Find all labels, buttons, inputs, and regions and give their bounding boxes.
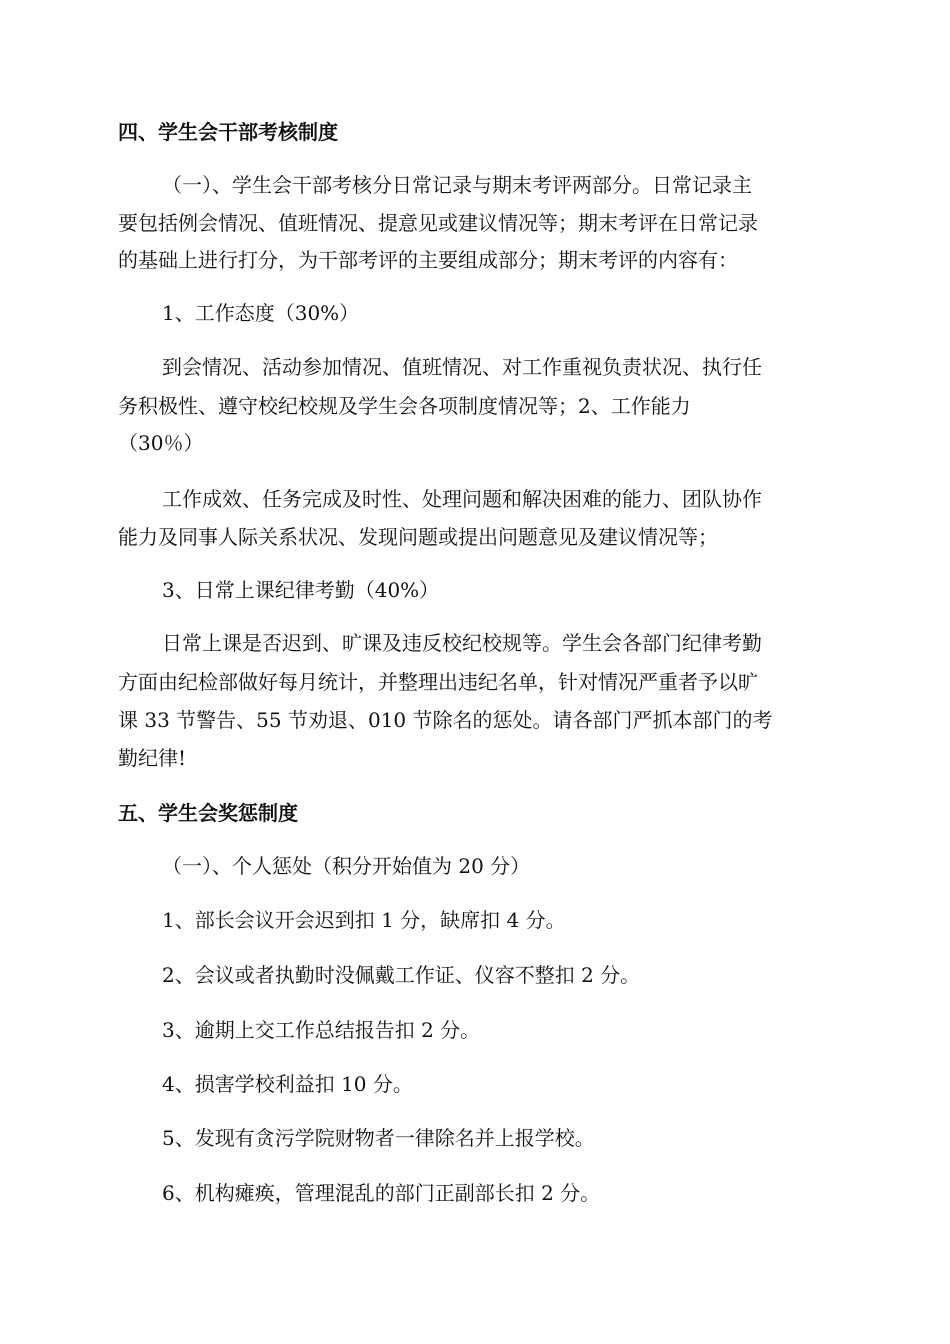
section-heading-5: 五、学生会奖惩制度 (118, 801, 298, 825)
subheading-personal-penalty: （一）、个人惩处（积分开始值为 20 分） (162, 854, 531, 878)
paragraph-line: 要包括例会情况、值班情况、提意见或建议情况等；期末考评在日常记录 (118, 211, 758, 235)
rule-item: 3、逾期上交工作总结报告扣 2 分。 (162, 1018, 481, 1042)
rule-item: 5、发现有贪污学院财物者一律除名并上报学校。 (162, 1126, 595, 1150)
paragraph-line: 的基础上进行打分，为干部考评的主要组成部分；期末考评的内容有： (118, 248, 738, 272)
paragraph-line: 课 33 节警告、55 节劝退、010 节除名的惩处。请各部门严抓本部门的考 (118, 708, 773, 732)
paragraph-line: 工作成效、任务完成及时性、处理问题和解决困难的能力、团队协作 (162, 487, 762, 511)
rule-item: 1、部长会议开会迟到扣 1 分，缺席扣 4 分。 (162, 908, 566, 932)
rule-item: 2、会议或者执勤时没佩戴工作证、仪容不整扣 2 分。 (162, 963, 641, 987)
paragraph-line: （一）、学生会干部考核分日常记录与期末考评两部分。日常记录主 (162, 173, 752, 197)
paragraph-line: 日常上课是否迟到、旷课及违反校纪校规等。学生会各部门纪律考勤 (162, 631, 762, 655)
paragraph-line: 方面由纪检部做好每月统计，并整理出违纪名单，针对情况严重者予以旷 (118, 670, 758, 694)
paragraph-line: 能力及同事人际关系状况、发现问题或提出问题意见及建议情况等； (118, 525, 718, 549)
paragraph-line: 到会情况、活动参加情况、值班情况、对工作重视负责状况、执行任 (162, 355, 762, 379)
item-title-attendance: 3、日常上课纪律考勤（40%） (162, 578, 440, 602)
paragraph-line: 勤纪律! (118, 746, 187, 770)
rule-item: 4、损害学校利益扣 10 分。 (162, 1072, 413, 1096)
section-heading-4: 四、学生会干部考核制度 (118, 120, 338, 144)
paragraph-line: （30％） (118, 431, 204, 455)
rule-item: 6、机构瘫痪，管理混乱的部门正副部长扣 2 分。 (162, 1181, 601, 1205)
paragraph-line: 务积极性、遵守校纪校规及学生会各项制度情况等；2、工作能力 (118, 394, 691, 418)
item-title-work-attitude: 1、工作态度（30%） (162, 301, 360, 325)
